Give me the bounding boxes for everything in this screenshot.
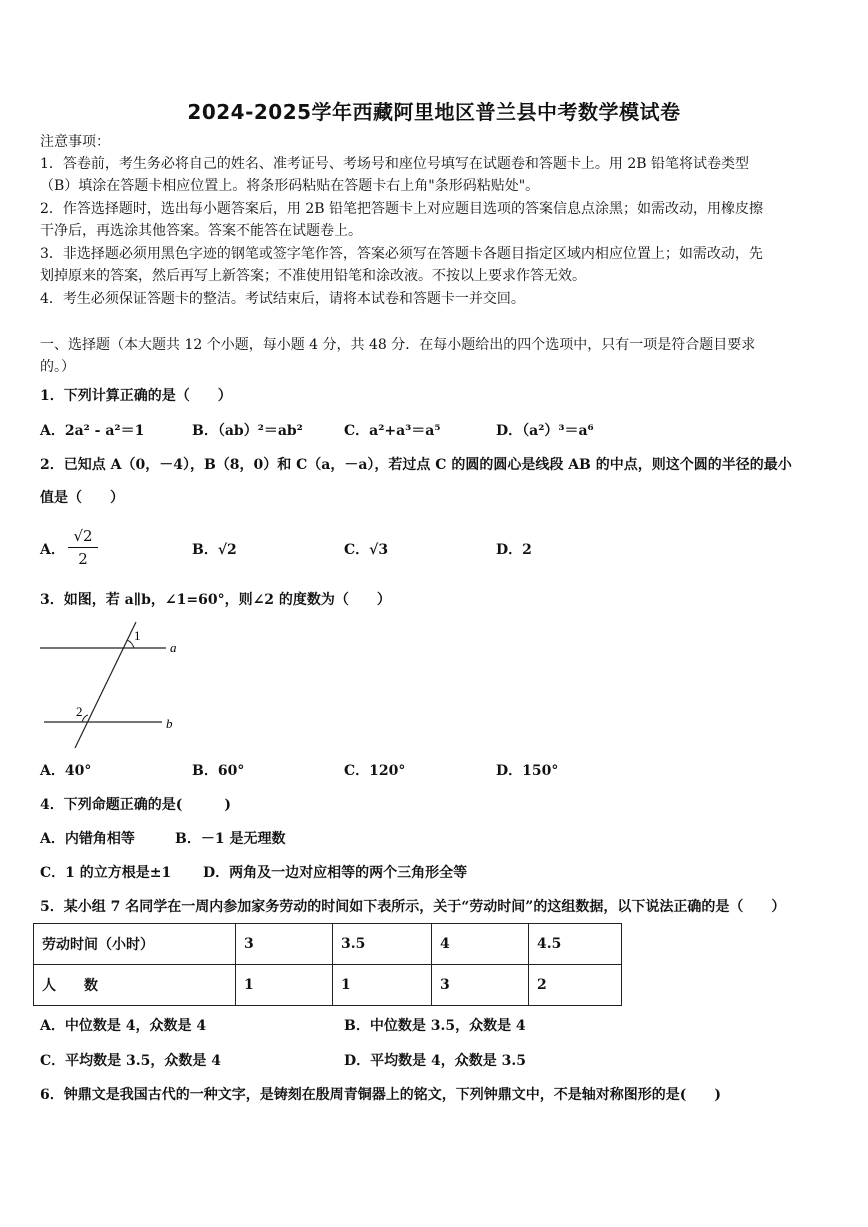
- q5-option-d: D．平均数是 4，众数是 3.5: [344, 1053, 526, 1069]
- line-a-label: a: [170, 640, 177, 655]
- q2-option-a-fraction: [68, 527, 98, 568]
- q2-stem-2: 值是（ ）: [40, 490, 124, 506]
- transversal-line: [75, 622, 136, 748]
- q5-stem: 5．某小组 7 名同学在一周内参加家务劳动的时间如下表所示，关于“劳动时间”的这组数据，以下说法正确的是（ ）: [40, 899, 786, 915]
- section-heading-2: 的。）: [40, 359, 75, 375]
- notice-heading: 注意事项：: [40, 134, 110, 150]
- table-cell: 4.5: [529, 924, 622, 965]
- notice-item-1a: 1．答卷前，考生务必将自己的姓名、准考证号、考场号和座位号填写在试题卷和答题卡上。用 2B 铅笔将试卷类型: [40, 156, 749, 172]
- q1-stem: 1．下列计算正确的是（ ）: [40, 388, 232, 404]
- parallel-lines-figure: [38, 618, 188, 754]
- q5-option-a: A．中位数是 4，众数是 4: [40, 1018, 207, 1034]
- q1-option-b: B．（ab）²＝ab²: [192, 423, 303, 439]
- table-cell: 3: [236, 924, 333, 965]
- q4-option-d: D．两角及一边对应相等的两个三角形全等: [203, 865, 468, 881]
- angle-1-label: 1: [134, 628, 141, 643]
- q2-option-c: C．√3: [344, 542, 389, 558]
- fraction-numerator: √2: [73, 527, 93, 545]
- notice-item-3b: 划掉原来的答案，然后再写上新答案；不准使用铅笔和涂改液。不按以上要求作答无效。: [40, 268, 586, 284]
- table-cell: 1: [236, 965, 333, 1006]
- table-cell: 4: [432, 924, 529, 965]
- table-cell: 3: [432, 965, 529, 1006]
- q3-option-d: D．150°: [496, 763, 559, 779]
- q2-option-a-label: A．: [40, 542, 65, 558]
- page-title: 2024-2025学年西藏阿里地区普兰县中考数学模试卷: [187, 100, 681, 124]
- angle-2-arc: [82, 715, 88, 722]
- q2-stem-1: 2．已知点 A（0，－4），B（8，0）和 C（a，－a），若过点 C 的圆的圆心是线段 AB 的中点，则这个圆的半径的最小: [40, 457, 792, 473]
- labor-time-table: [33, 923, 622, 1006]
- q3-option-c: C．120°: [344, 763, 406, 779]
- notice-item-1b: （B）填涂在答题卡相应位置上。将条形码粘贴在答题卡右上角"条形码粘贴处"。: [40, 178, 540, 194]
- fraction-bar: [68, 547, 98, 548]
- q4-option-b: B．－1 是无理数: [175, 831, 286, 847]
- table-cell: 2: [529, 965, 622, 1006]
- q5-option-b: B．中位数是 3.5，众数是 4: [344, 1018, 526, 1034]
- q3-option-a: A．40°: [40, 763, 92, 779]
- notice-item-2a: 2．作答选择题时，选出每小题答案后，用 2B 铅笔把答题卡上对应题目选项的答案信息点涂黑；如需改动，用橡皮擦: [40, 201, 763, 217]
- angle-2-label: 2: [76, 704, 83, 719]
- q4-stem: 4．下列命题正确的是( ): [40, 797, 231, 813]
- notice-item-2b: 干净后，再选涂其他答案。答案不能答在试题卷上。: [40, 223, 362, 239]
- q1-option-c: C．a²+a³＝a⁵: [344, 423, 441, 439]
- table-cell: 劳动时间（小时）: [34, 924, 236, 965]
- table-row: [34, 924, 622, 965]
- table-cell: 人 数: [34, 965, 236, 1006]
- q2-option-d: D．2: [496, 542, 532, 558]
- q4-option-c: C．1 的立方根是±1: [40, 865, 172, 881]
- q6-stem: 6．钟鼎文是我国古代的一种文字，是铸刻在殷周青铜器上的铭文，下列钟鼎文中，不是轴对称图形的是( ): [40, 1087, 721, 1103]
- section-heading-1: 一、选择题（本大题共 12 个小题，每小题 4 分，共 48 分．在每小题给出的四个选项中，只有一项是符合题目要求: [40, 337, 756, 353]
- q5-option-c: C．平均数是 3.5，众数是 4: [40, 1053, 221, 1069]
- angle-1-arc: [127, 640, 134, 648]
- table-cell: 3.5: [333, 924, 432, 965]
- line-b-label: b: [166, 716, 173, 731]
- q3-option-b: B．60°: [192, 763, 245, 779]
- q2-option-b: B．√2: [192, 542, 237, 558]
- notice-item-3a: 3．非选择题必须用黑色字迹的钢笔或签字笔作答，答案必须写在答题卡各题目指定区域内相应位置上；如需改动，先: [40, 246, 763, 262]
- fraction-denominator: 2: [78, 550, 88, 568]
- notice-item-4: 4．考生必须保证答题卡的整洁。考试结束后，请将本试卷和答题卡一并交回。: [40, 291, 525, 307]
- q3-stem: 3．如图，若 a∥b，∠1=60°，则∠2 的度数为（ ）: [40, 592, 391, 608]
- table-row: [34, 965, 622, 1006]
- q4-option-a: A．内错角相等: [40, 831, 135, 847]
- q1-option-a: A．2a² - a²＝1: [40, 423, 145, 439]
- table-cell: 1: [333, 965, 432, 1006]
- q1-option-d: D．（a²）³＝a⁶: [496, 423, 594, 439]
